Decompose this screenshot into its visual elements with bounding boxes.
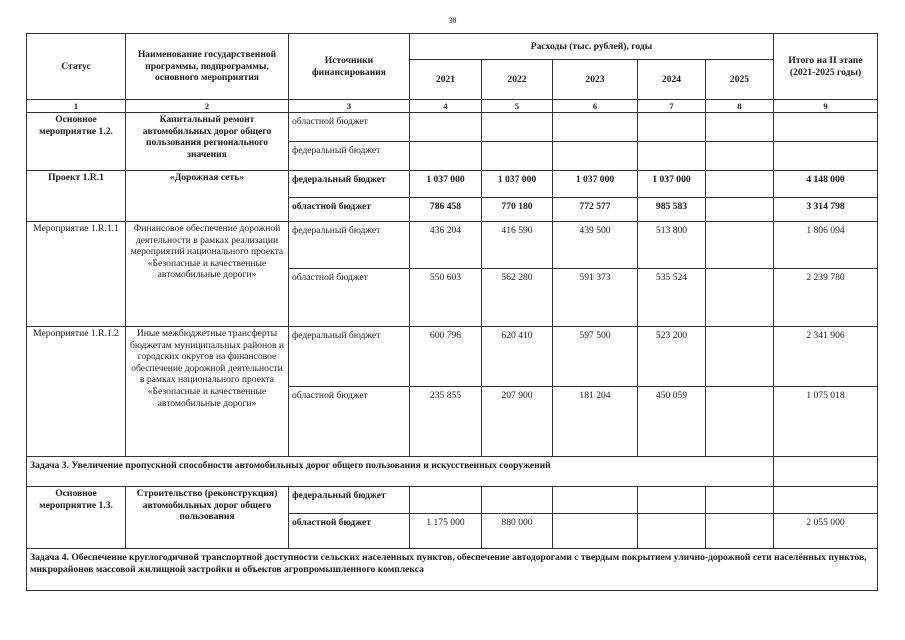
amount-2022: 416 590 [482,222,553,269]
header-year: 2021 [410,60,482,100]
row-name: Финансовое обеспечение дорожной деятельности в рамках реализации мероприятий национального проекта «Безопасные и качественные автомобильные дороги» [126,222,289,327]
amount-2025 [706,327,774,387]
amount-total: 2 341 906 [774,327,878,387]
amount-2024: 1 037 000 [638,171,706,198]
column-index: 9 [774,100,878,113]
amount-2022 [482,142,553,171]
row-name: Капитальный ремонт автомобильных дорог общего пользования регионального значения [126,113,289,171]
amount-2025 [706,142,774,171]
amount-2021: 1 037 000 [410,171,482,198]
amount-2021: 786 458 [410,198,482,222]
amount-2022: 880 000 [482,514,553,549]
funding-source: федеральный бюджет [289,171,410,198]
amount-2025 [706,387,774,457]
amount-total [774,487,878,514]
amount-total: 1 075 018 [774,387,878,457]
header-year: 2022 [482,60,553,100]
column-index: 5 [482,100,553,113]
amount-2025 [706,222,774,269]
amount-2024 [638,142,706,171]
amount-2022: 562 280 [482,269,553,327]
header-status: Статус [27,34,126,100]
amount-2023: 772 577 [553,198,638,222]
amount-total: 2 055 000 [774,514,878,549]
amount-total [774,113,878,142]
amount-2024 [638,113,706,142]
amount-2024: 985 583 [638,198,706,222]
funding-source: федеральный бюджет [289,222,410,269]
amount-2023 [553,487,638,514]
row-status: Мероприятие 1.R.1.1 [27,222,126,327]
column-index: 4 [410,100,482,113]
amount-2021: 550 603 [410,269,482,327]
task-3-total [774,457,878,487]
amount-2023: 181 204 [553,387,638,457]
row-name: «Дорожная сеть» [126,171,289,222]
amount-2024: 513 800 [638,222,706,269]
amount-2023 [553,514,638,549]
column-index: 8 [706,100,774,113]
amount-2023: 591 373 [553,269,638,327]
row-status: Проект 1.R.1 [27,171,126,222]
amount-2024: 535 524 [638,269,706,327]
amount-2021 [410,113,482,142]
row-name: Иные межбюджетные трансферты бюджетам муниципальных районов и городских округов на финансовое обеспечение дорожной деятельности в рамках национального проекта «Безопасные и качественные автомобильные дороги» [126,327,289,457]
column-index: 3 [289,100,410,113]
amount-2022 [482,113,553,142]
funding-source: федеральный бюджет [289,142,410,171]
amount-2022: 620 410 [482,327,553,387]
header-sources: Источники финансирования [289,34,410,100]
amount-2024: 523 200 [638,327,706,387]
amount-2022: 207 900 [482,387,553,457]
amount-2025 [706,269,774,327]
funding-source: областной бюджет [289,198,410,222]
column-index: 1 [27,100,126,113]
page-number: 38 [448,16,457,25]
amount-2021: 235 855 [410,387,482,457]
header-expenses: Расходы (тыс. рублей), годы [410,34,774,60]
amount-2025 [706,171,774,198]
budget-table [26,33,878,591]
amount-total: 3 314 798 [774,198,878,222]
amount-2023 [553,113,638,142]
amount-2021: 600 796 [410,327,482,387]
amount-2021: 436 204 [410,222,482,269]
amount-2021 [410,487,482,514]
funding-source: областной бюджет [289,269,410,327]
amount-2023: 1 037 000 [553,171,638,198]
funding-source: федеральный бюджет [289,487,410,514]
amount-total: 4 148 000 [774,171,878,198]
amount-2023: 597 500 [553,327,638,387]
column-index: 6 [553,100,638,113]
amount-2021: 1 175 000 [410,514,482,549]
task-3-heading: Задача 3. Увеличение пропускной способности автомобильных дорог общего пользования и искусственных сооружений [27,457,774,487]
amount-2025 [706,198,774,222]
header-year: 2023 [553,60,638,100]
header-year: 2024 [638,60,706,100]
amount-2025 [706,113,774,142]
amount-2022 [482,487,553,514]
row-status: Мероприятие 1.R.1.2 [27,327,126,457]
header-total: Итого на II этапе (2021-2025 годы) [774,34,878,100]
funding-source: федеральный бюджет [289,327,410,387]
column-index: 7 [638,100,706,113]
amount-total: 2 239 780 [774,269,878,327]
amount-total: 1 806 094 [774,222,878,269]
column-index: 2 [126,100,289,113]
amount-2024 [638,487,706,514]
header-name: Наименование государственной программы, подпрограммы, основного мероприятия [126,34,289,100]
row-status: Основное мероприятие 1.2. [27,113,126,171]
row-status: Основное мероприятие 1.3. [27,487,126,549]
amount-2024: 450 059 [638,387,706,457]
amount-2025 [706,514,774,549]
amount-2024 [638,514,706,549]
amount-2025 [706,487,774,514]
header-year: 2025 [706,60,774,100]
amount-2022: 1 037 000 [482,171,553,198]
amount-2021 [410,142,482,171]
amount-2023: 439 500 [553,222,638,269]
amount-total [774,142,878,171]
task-4-heading: Задача 4. Обеспечение круглогодичной транспортной доступности сельских населенных пунктов, обеспечение автодорогами с твердым покрытием улично-дорожной сети населённых пунктов, микрорайонов массовой жилищной застройки и объектов агропромышленного комплекса [27,549,878,591]
funding-source: областной бюджет [289,387,410,457]
amount-2022: 770 180 [482,198,553,222]
funding-source: областной бюджет [289,113,410,142]
row-name: Строительство (реконструкция) автомобильных дорог общего пользования [126,487,289,549]
amount-2023 [553,142,638,171]
funding-source: областной бюджет [289,514,410,549]
